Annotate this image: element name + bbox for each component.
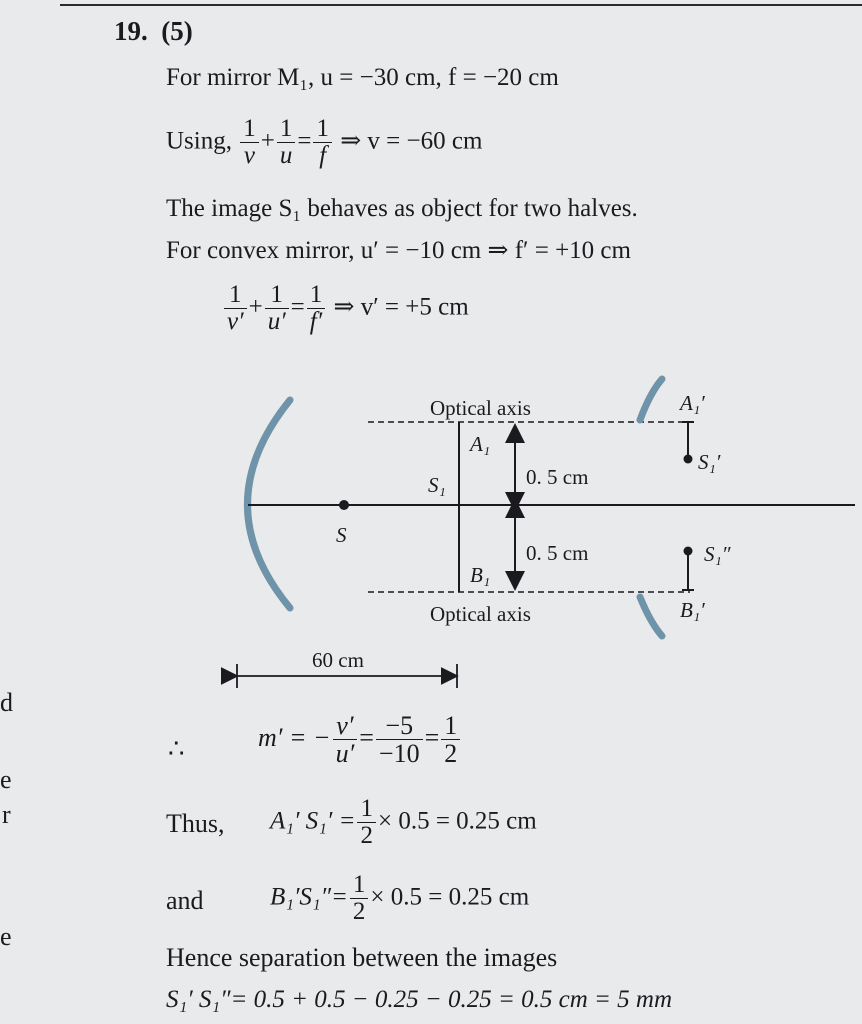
label-s1p: S₁′	[698, 450, 721, 474]
convex-mirror-bottom	[640, 597, 662, 636]
line-final: S₁′ S₁″= 0.5 + 0.5 − 0.25 − 0.25 = 0.5 cm = 5 mm	[166, 986, 672, 1013]
line-mirror-values: For mirror M₁, u = −30 cm, f = −20 cm	[166, 64, 559, 91]
margin-char-4: e	[0, 922, 12, 951]
line-hence: Hence separation between the images	[166, 943, 558, 972]
label-s1pp: S₁″	[704, 542, 731, 566]
label-optical-axis-top: Optical axis	[430, 396, 531, 420]
fraction-1-over-v: $\frac{1}{v}$	[240, 116, 259, 170]
label-b1: B₁	[470, 563, 491, 587]
point-s1p	[684, 455, 693, 464]
line-and: B₁′S₁″= $\frac{1}{2}$ × 0.5 = 0.25 cm	[270, 871, 530, 926]
label-dist-top: 0. 5 cm	[526, 465, 589, 489]
line-image-object: The image S₁ behaves as object for two halves.	[166, 195, 638, 222]
fraction-m5-over-m10: $\frac{-5}{-10}$	[376, 712, 423, 768]
label-and: and	[166, 886, 204, 915]
label-60cm: 60 cm	[312, 648, 364, 672]
label-s: S	[336, 523, 347, 547]
margin-char-1: d	[0, 688, 13, 717]
fraction-1-over-fp: $\frac{1}{f'}$	[307, 282, 326, 336]
fraction-thus-half: $\frac{1}{2}$	[357, 796, 376, 850]
fraction-1-over-vp: $\frac{1}{v'}$	[224, 282, 247, 336]
fraction-1-over-u: $\frac{1}{u}$	[277, 116, 296, 170]
label-s1: S₁	[428, 473, 446, 497]
line-convex-mirror: For convex mirror, u′ = −10 cm ⇒ f′ = +10 cm	[166, 237, 631, 264]
therefore-symbol: ∴	[168, 734, 185, 763]
line-thus: A₁′ S₁′ = $\frac{1}{2}$ × 0.5 = 0.25 cm	[270, 795, 537, 850]
fraction-1-over-up: $\frac{1}{u'}$	[265, 282, 289, 336]
margin-char-3: r	[2, 800, 11, 829]
label-b1p: B₁′	[680, 598, 705, 622]
label-a1p: A₁′	[680, 391, 705, 415]
fraction-and-half: $\frac{1}{2}$	[350, 872, 369, 926]
fraction-vp-over-up: $\frac{v'}{u'}$	[333, 712, 358, 768]
label-dist-bottom: 0. 5 cm	[526, 541, 589, 565]
fraction-1-over-2: $\frac{1}{2}$	[441, 712, 460, 768]
line-convex-formula: $\frac{1}{v'}$ + $\frac{1}{u'}$ = $\frac{1}{f'}$ ⇒ v′ = +5 cm	[222, 282, 469, 336]
line-mirror-formula: Using, $\frac{1}{v}$ + $\frac{1}{u}$ = $\frac{1}{f}$ ⇒ v = −60 cm	[166, 115, 483, 170]
label-optical-axis-bottom: Optical axis	[430, 602, 531, 626]
point-s1pp	[684, 547, 693, 556]
label-a1: A₁	[470, 432, 491, 456]
question-number: 19. (5)	[114, 16, 193, 46]
label-thus: Thus,	[166, 809, 225, 838]
convex-mirror-top	[640, 379, 662, 420]
line-magnification: m′ = − $\frac{v'}{u'}$ = $\frac{-5}{-10}$ = $\frac{1}{2}$	[258, 712, 462, 768]
point-s	[339, 500, 349, 510]
margin-char-2: e	[0, 765, 12, 794]
fraction-1-over-f: $\frac{1}{f}$	[313, 116, 332, 170]
